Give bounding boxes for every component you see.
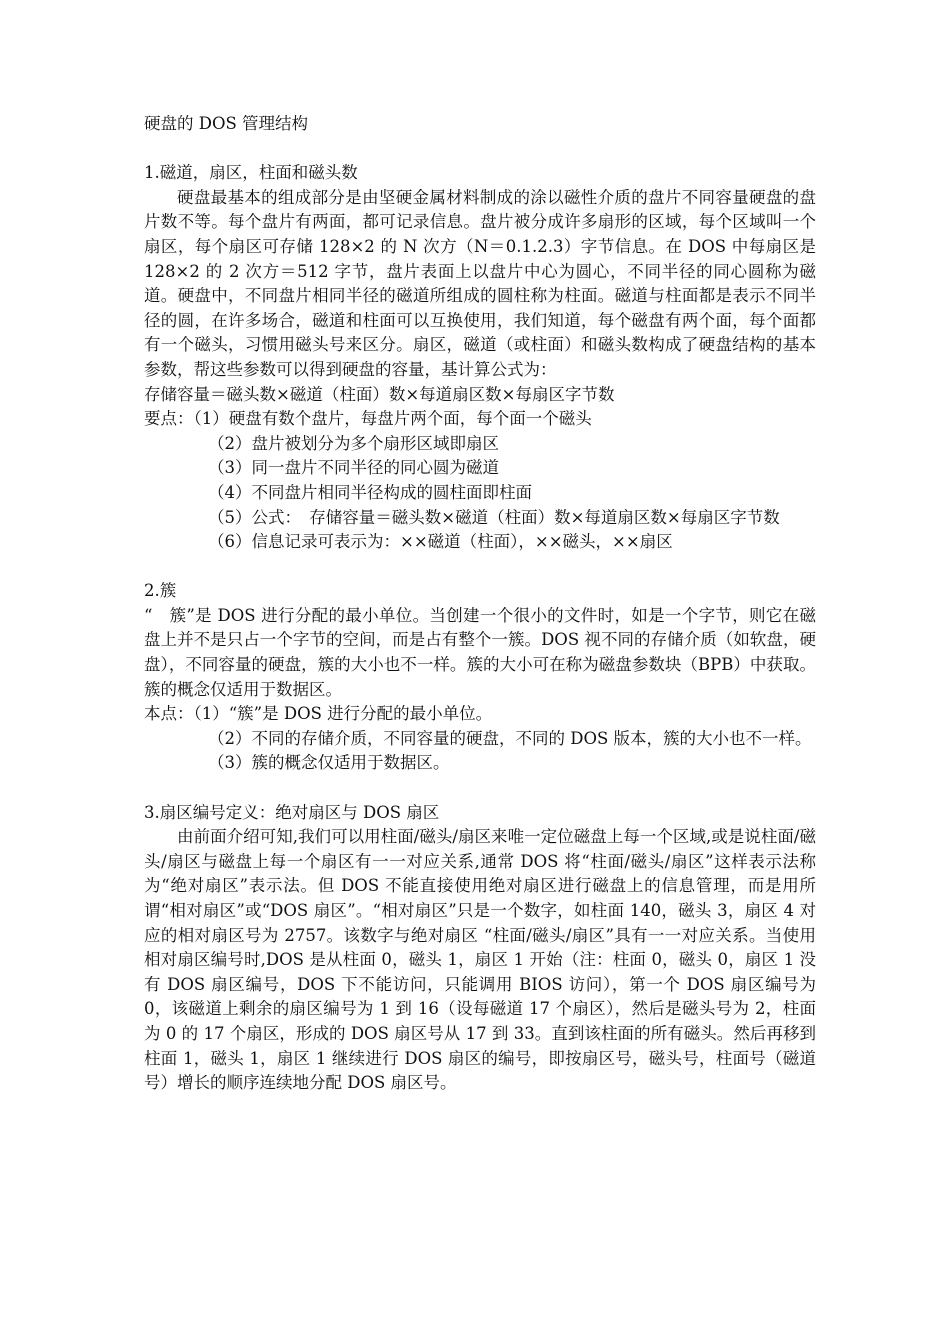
section-1-formula: 存储容量＝磁头数×磁道（柱面）数×每道扇区数×每扇区字节数 <box>144 384 615 404</box>
section-2-point-2: （2）不同的存储介质，不同容量的硬盘，不同的 DOS 版本，簇的大小也不一样。 <box>208 728 812 748</box>
section-1-body: 硬盘最基本的组成部分是由坚硬金属材料制成的涂以磁性介质的盘片不同容量硬盘的盘片数不等。每个盘片有两面，都可记录信息。盘片被分成许多扇形的区域，每个区域叫一个扇区，每个扇区可存储 128×2 的 N 次方（N＝0.1.2.3）字节信息。在 DOS 中每扇区是 128×2 的 2 次方＝512 字节，盘片表面上以盘片中心为圆心，不同半径的同心圆称为磁道。硬盘中，不同盘片相同半径的磁道所组成的圆柱称为柱面。磁道与柱面都是表示不同半径的圆，在许多场合，磁道和柱面可以互换使用，我们知道，每个磁盘有两个面，每个面都有一个磁头，习惯用磁头号来区分。扇区，磁道（或柱面）和磁头数构成了硬盘结构的基本参数，帮这些参数可以得到硬盘的容量，基计算公式为： <box>144 187 816 379</box>
section-1-point-4: （4）不同盘片相同半径构成的圆柱面即柱面 <box>208 482 532 502</box>
section-2-heading: 2.簇 <box>144 581 177 601</box>
section-2-point-3: （3）簇的概念仅适用于数据区。 <box>208 753 450 773</box>
document-title: 硬盘的 DOS 管理结构 <box>144 114 309 133</box>
document-page <box>144 112 816 1096</box>
section-3-body: 由前面介绍可知,我们可以用柱面/磁头/扇区来唯一定位磁盘上每一个区域,或是说柱面/磁头/扇区与磁盘上每一个扇区有一一对应关系,通常 DOS 将“柱面/磁头/扇区”这样表示法称为“绝对扇区”表示法。但 DOS 不能直接使用绝对扇区进行磁盘上的信息管理，而是用所谓“相对扇区”或“DOS 扇区”。“相对扇区”只是一个数字，如柱面 140，磁头 3，扇区 4 对应的相对扇区号为 2757。该数字与绝对扇区 “柱面/磁头/扇区”具有一一对应关系。当使用相对扇区编号时,DOS 是从柱面 0，磁头 1，扇区 1 开始（注：柱面 0，磁头 0，扇区 1 没有 DOS 扇区编号，DOS 下不能访问，只能调用 BIOS 访问），第一个 DOS 扇区编号为 0，该磁道上剩余的扇区编号为 1 到 16（设每磁道 17 个扇区），然后是磁头号为 2，柱面为 0 的 17 个扇区，形成的 DOS 扇区号从 17 到 33。直到该柱面的所有磁头。然后再移到柱面 1，磁头 1，扇区 1 继续进行 DOS 扇区的编号，即按扇区号，磁头号，柱面号（磁道号）增长的顺序连续地分配 DOS 扇区号。 <box>144 827 816 1093</box>
section-2-point-1: （1）“簇”是 DOS 进行分配的最小单位。 <box>193 704 493 724</box>
section-1-heading: 1.磁道，扇区，柱面和磁头数 <box>144 163 358 183</box>
section-1-point-5: （5）公式： 存储容量＝磁头数×磁道（柱面）数×每道扇区数×每扇区字节数 <box>208 507 780 527</box>
section-1-point-1: （1）硬盘有数个盘片，每盘片两个面，每个面一个磁头 <box>193 409 592 429</box>
section-3-heading: 3.扇区编号定义：绝对扇区与 DOS 扇区 <box>144 802 440 822</box>
section-1-point-6: （6）信息记录可表示为：××磁道（柱面），××磁头，××扇区 <box>208 532 673 552</box>
section-1-point-1-row <box>144 407 816 432</box>
section-1-point-2: （2）盘片被划分为多个扇形区域即扇区 <box>208 433 499 453</box>
section-1-point-3: （3）同一盘片不同半径的同心圆为磁道 <box>208 458 499 478</box>
section-2-points-label: 本点： <box>144 704 194 724</box>
section-2-point-1-row <box>144 702 816 727</box>
section-1-points-label: 要点： <box>144 409 194 429</box>
section-2-body: “ 簇”是 DOS 进行分配的最小单位。当创建一个很小的文件时，如是一个字节，则它在磁盘上并不是只占一个字节的空间，而是占有整个一簇。DOS 视不同的存储介质（如软盘，硬盘），不同容量的硬盘，簇的大小也不一样。簇的大小可在称为磁盘参数块（BPB）中获取。簇的概念仅适用于数据区。 <box>144 605 816 699</box>
